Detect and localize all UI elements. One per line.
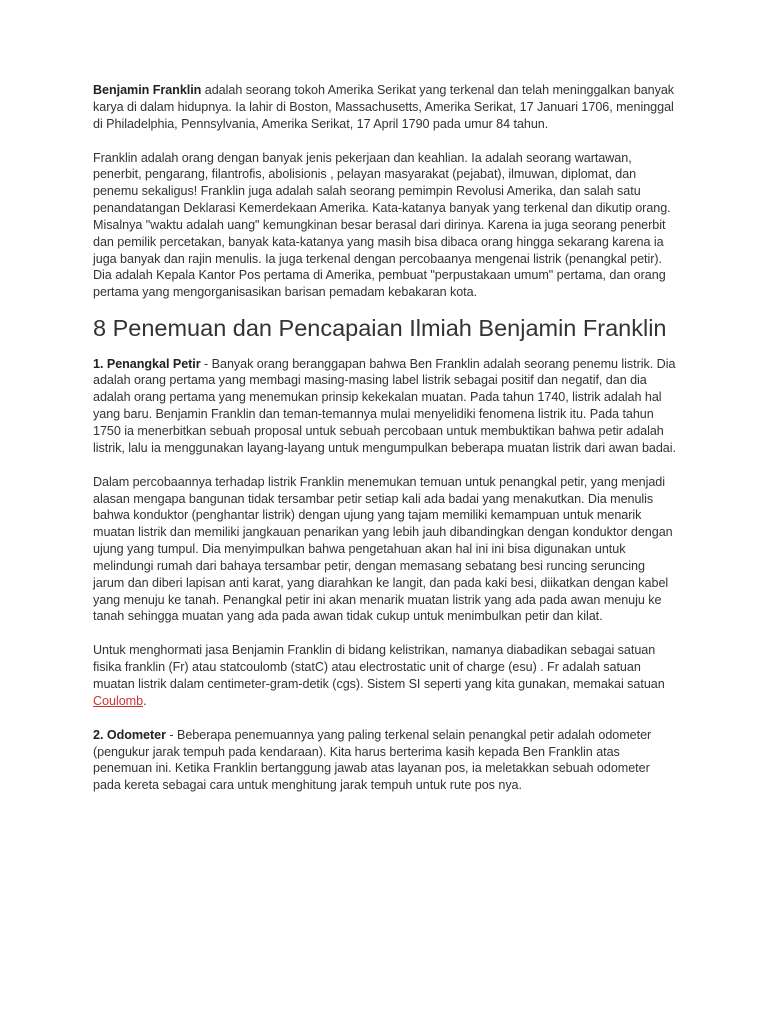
honor-text: Untuk menghormati jasa Benjamin Franklin di bidang kelistrikan, namanya diabadikan sebagai satuan fisika franklin (Fr) atau statcoulomb (statC) atau electrostatic unit of charge (esu) . Fr adalah satuan muatan listrik dalam centimeter-gram-detik (cgs). Sistem SI seperti yang kita gunakan, memakai satuan: [93, 643, 665, 691]
item-odometer-title: 2. Odometer: [93, 727, 166, 742]
article: [93, 82, 679, 811]
intro-paragraph: [93, 82, 679, 133]
honor-end: .: [143, 693, 147, 708]
item-odometer: [93, 727, 679, 794]
intro-text: adalah seorang tokoh Amerika Serikat yang terkenal dan telah meninggalkan banyak karya di dalam hidupnya. Ia lahir di Boston, Massachusetts, Amerika Serikat, 17 Januari 1706, meninggal di Philadelphia, Pennsylvania, Amerika Serikat, 17 April 1790 pada umur 84 tahun.: [93, 83, 675, 131]
item-lightning-rod: [93, 356, 679, 457]
intro-name: Benjamin Franklin: [93, 83, 202, 97]
item-lightning-rod-title: 1. Penangkal Petir: [93, 356, 201, 371]
coulomb-link[interactable]: Coulomb: [93, 693, 144, 708]
experiment-paragraph: Dalam percobaannya terhadap listrik Franklin menemukan temuan untuk penangkal petir, yang menjadi alasan mengapa bangunan tidak tersambar petir setiap kali ada badai yang menakutkan. Dia menulis bahwa konduktor (penghantar listrik) dengan ujung yang tajam memiliki kemampuan untuk menarik muatan listrik dan memiliki jangkauan penarikan yang lebih jauh dibandingkan dengan konduktor dengan ujung yang tumpul. Dia menyimpulkan bahwa pengetahuan akan hal ini ini bisa digunakan untuk melindungi rumah dari bahaya tersambar petir, dengan memasang sebatang besi runcing seruncing jarum dan diberi lapisan anti karat, yang diarahkan ke langit, dan pada kaki besi, diikatkan dengan kabel yang menuju ke tanah. Penangkal petir ini akan menarik muatan listrik yang ada pada awan menuju ke tanah sehingga muatan yang ada pada awan tidak cukup untuk menimbulkan petir dan kilat.: [93, 474, 673, 624]
item-odometer-text: - Beberapa penemuannya yang paling terkenal selain penangkal petir adalah odometer (pengukur jarak tempuh pada kendaraan). Kita harus berterima kasih kepada Ben Franklin atas penemuan ini. Ketika Franklin bertanggung jawab atas layanan pos, ia meletakkan sebuah odometer pada kereta sebagai cara untuk menghitung jarak tempuh untuk rute pos nya.: [93, 727, 652, 793]
honor-paragraph: [93, 642, 679, 709]
item-lightning-rod-text: - Banyak orang beranggapan bahwa Ben Franklin adalah seorang penemu listrik. Dia adalah orang pertama yang membagi masing-masing label listrik sebagai positif dan negatif, dan dia adalah orang pertama yang menemukan prinsip kekekalan muatan. Pada tahun 1740, listrik adalah hal yang baru. Benjamin Franklin dan teman-temannya mulai menyelidiki fenomena listrik itu. Pada tahun 1750 ia menerbitkan sebuah proposal untuk sebuah percobaan untuk membuktikan bahwa petir adalah listrik, lalu ia menggunakan layang-layang untuk mengumpulkan beberapa muatan listrik dari awan badai.: [93, 356, 676, 455]
bio-paragraph: Franklin adalah orang dengan banyak jenis pekerjaan dan keahlian. Ia adalah seorang wartawan, penerbit, pengarang, filantrofis, abolisionis , pelayan masyarakat (pejabat), ilmuwan, diplomat, dan penemu sekaligus! Franklin juga adalah salah seorang pemimpin Revolusi Amerika, dan salah satu penandatangan Deklarasi Kemerdekaan Amerika. Kata-katanya banyak yang terkenal dan dikutip orang. Misalnya "waktu adalah uang" kemungkinan besar berasal dari dirinya. Karena ia juga seorang penerbit dan pemilik percetakan, banyak kata-katanya yang masih bisa dibaca orang hingga sekarang karena ia juga banyak dan rajin menulis. Ia juga terkenal dengan percobaanya mengenai listrik (penangkal petir). Dia adalah Kepala Kantor Pos pertama di Amerika, pembuat "perpustakaan umum" pertama, dan orang pertama yang mengorganisasikan barisan pemadam kebakaran kota.: [93, 150, 671, 300]
section-heading: 8 Penemuan dan Pencapaian Ilmiah Benjamin Franklin: [93, 315, 667, 342]
